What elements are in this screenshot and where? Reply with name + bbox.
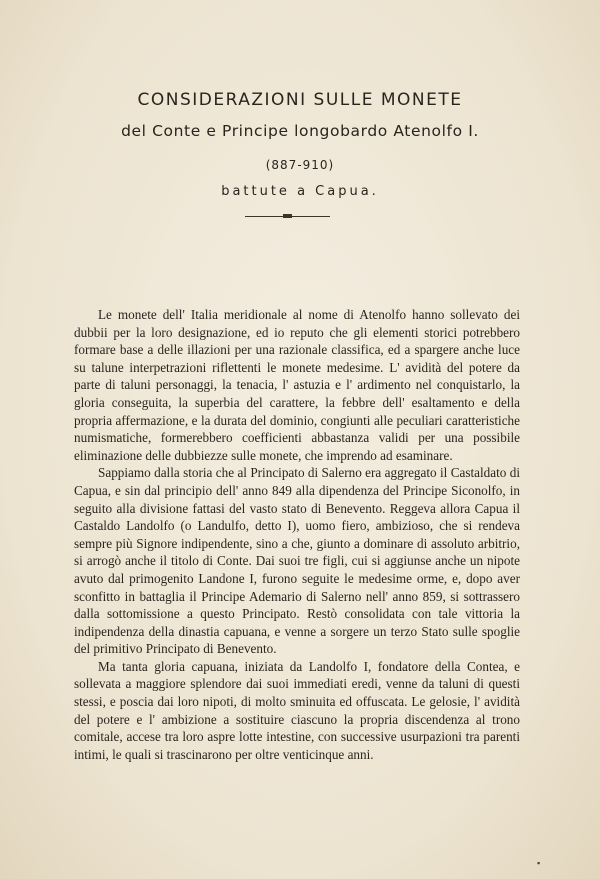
title-ornament (245, 214, 330, 218)
page-mark: ▪ (537, 858, 541, 868)
paragraph-2: Sappiamo dalla storia che al Principato di Salerno era aggregato il Castaldato di Capua, e sin dal principio dell' anno 849 alla dipendenza del Principe Siconolfo, in seguito alla divisione fattasi del vasto stato di Benevento. Reggeva allora Capua il Castaldo Landolfo (o Landulfo, detto I), uomo fiero, ambizioso, che si rendeva sempre più Signore indipendente, sino a che, giunto a dominare di assoluto arbitrio, si arrogò anche il titolo di Conte. Dai suoi tre figli, cui si aggiunse anche un nipote avuto dal primogenito Landone I, furono seguite le medesime orme, e, dopo aver sconfitto in battaglia il Principe Ademario di Salerno nell' anno 859, si sottrassero dalla sottomissione a questo Principato. Restò consolidata con tale vittoria la indipendenza della dinastia capuana, e venne a sorgere un terzo Stato sulle spoglie del primitivo Principato di Benevento. (74, 465, 520, 657)
paragraph-1: Le monete dell' Italia meridionale al nome di Atenolfo hanno sollevato dei dubbii per la loro designazione, ed io reputo che gli elementi storici potrebbero formare base a delle illazioni per una razionale classifica, ed a spargere anche luce su talune interpetrazioni riflettenti le monete medesime. L' avidità del potere da parte di taluni personaggi, la tenacia, l' astuzia e l' ardimento nel conquistarlo, la gloria conseguita, la superbia del carattere, la febbre dell' esaltamento e della propria affermazione, e la durata del dominio, congiunti alle peculiari caratteristiche numismatiche, formerebbero coefficienti abbastanza validi per una possibile eliminazione delle dubbiezze sulle monete, che imprendo ad esaminare. (74, 307, 520, 463)
body-text (74, 306, 520, 763)
date-range: (887-910) (265, 158, 335, 172)
document-subtitle: del Conte e Principe longobardo Atenolfo I. (121, 122, 479, 140)
mint-place: battute a Capua. (221, 184, 379, 199)
ornament-center (283, 214, 292, 218)
document-title: CONSIDERAZIONI SULLE MONETE (137, 90, 463, 110)
paragraph-3: Ma tanta gloria capuana, iniziata da Landolfo I, fondatore della Contea, e sollevata a maggiore splendore dai suoi immediati eredi, venne da taluni di questi stessi, e poscia dai loro nipoti, di molto sminuita ed offuscata. Le gelosie, l' avidità del potere e l' ambizione a sostituire ciascuno la propria discendenza al trono comitale, accese tra loro aspre lotte intestine, con successive usurpazioni tra parenti intimi, le quali si trascinarono per oltre venticinque anni. (74, 658, 520, 762)
